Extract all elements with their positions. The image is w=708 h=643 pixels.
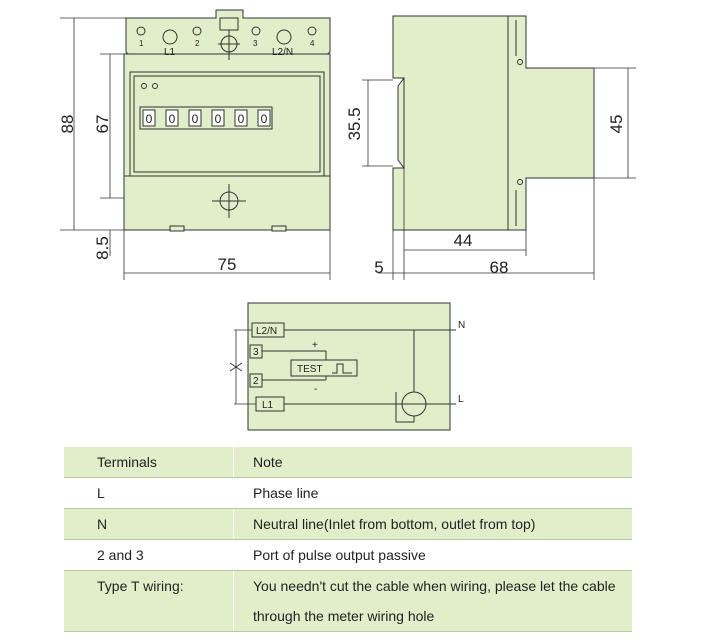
test-label: TEST <box>297 364 323 375</box>
dim-side-height: 45 <box>607 114 626 134</box>
table-header-row <box>64 447 632 478</box>
counter-digit: 0 <box>237 112 245 126</box>
dim-total-depth: 68 <box>489 258 509 277</box>
row-terminal: L <box>64 478 234 509</box>
terminal-label-l2n: L2/N <box>272 47 294 58</box>
dim-bottom-offset: 8.5 <box>93 236 112 260</box>
row-note-line: You needn't cut the cable when wiring, please let the cable <box>253 578 616 594</box>
terminal-number-4: 4 <box>310 39 315 48</box>
terminal-number-3: 3 <box>253 39 258 48</box>
line-n: N <box>458 320 466 331</box>
plus-sign: + <box>312 340 318 351</box>
dim-width: 75 <box>217 255 237 274</box>
counter-digit: 0 <box>214 112 222 126</box>
terminal-label-l1: L1 <box>164 47 176 58</box>
table-row <box>64 571 632 632</box>
dim-rail-height: 35.5 <box>345 107 364 141</box>
row-note-line: through the meter wiring hole <box>253 608 435 624</box>
header-note: Note <box>234 447 633 478</box>
counter-digit: 0 <box>145 112 153 126</box>
side-view <box>362 16 636 280</box>
terminal-3: 3 <box>253 347 259 358</box>
row-note: Port of pulse output passive <box>234 540 633 571</box>
row-terminal: N <box>64 509 234 540</box>
table-row <box>64 540 632 571</box>
row-note: Neutral line(Inlet from bottom, outlet from top) <box>234 509 633 540</box>
counter-digit: 0 <box>168 112 176 126</box>
terminal-number-2: 2 <box>195 39 200 48</box>
terminal-l2n: L2/N <box>256 326 278 337</box>
counter-digit: 0 <box>191 112 199 126</box>
table-row <box>64 478 632 509</box>
counter-digit: 0 <box>260 112 268 126</box>
row-note: Phase line <box>234 478 633 509</box>
terminal-l1: L1 <box>262 400 274 411</box>
dim-body-height: 67 <box>93 114 112 134</box>
terminal-2: 2 <box>253 376 259 387</box>
minus-sign: - <box>314 384 318 395</box>
header-terminals: Terminals <box>64 447 234 478</box>
table-row <box>64 509 632 540</box>
row-terminal: Type T wiring: <box>64 571 234 632</box>
dim-total-height: 88 <box>58 114 77 134</box>
dim-inner-depth: 44 <box>453 231 473 250</box>
row-note <box>234 571 633 632</box>
terminal-number-1: 1 <box>139 39 144 48</box>
terminals-table <box>64 447 632 632</box>
row-terminal: 2 and 3 <box>64 540 234 571</box>
line-l: L <box>458 394 464 405</box>
dim-offset: 5 <box>374 258 384 277</box>
